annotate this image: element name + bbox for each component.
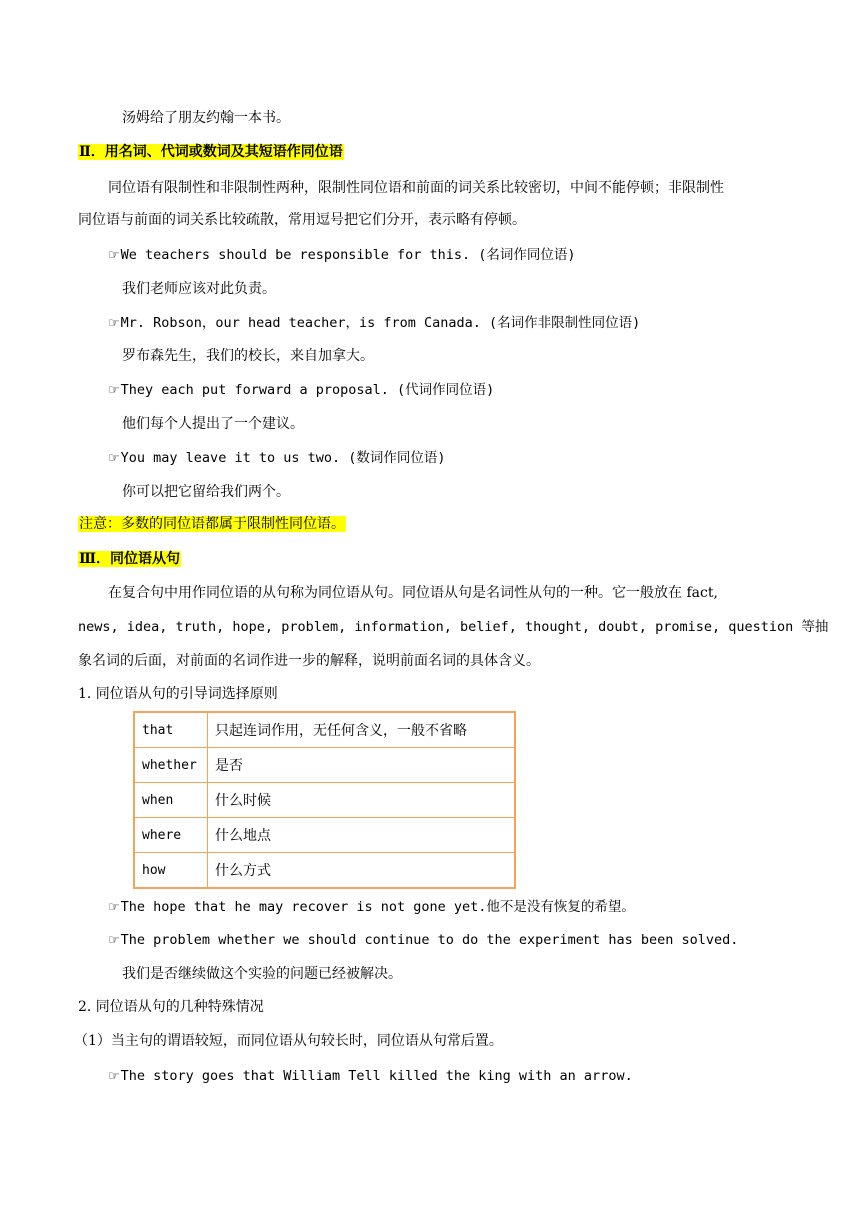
introducer-word: how xyxy=(134,853,208,889)
example-text: The problem whether we should continue to do the experiment has been solved. xyxy=(120,932,739,948)
subsection-heading: 1. 同位语从句的引导词选择原则 xyxy=(78,686,278,702)
example-text: Mr. Robson，our head teacher，is from Canada. (名词作非限制性同位语) xyxy=(120,315,641,331)
note-line xyxy=(78,514,346,534)
paragraph-line: 在复合句中用作同位语的从句称为同位语从句。同位语从句是名词性从句的一种。它一般放在 fact, xyxy=(108,585,718,601)
example-translation: 我们是否继续做这个实验的问题已经被解决。 xyxy=(122,966,402,982)
pointing-hand-icon: ☞ xyxy=(108,933,120,948)
example-translation: 他们每个人提出了一个建议。 xyxy=(122,416,304,432)
introducer-table-body xyxy=(134,712,515,888)
introducer-word: when xyxy=(134,783,208,818)
example-sentence xyxy=(108,1066,633,1087)
example-text: They each put forward a proposal. (代词作同位语) xyxy=(120,382,495,398)
paragraph-line: 象名词的后面，对前面的名词作进一步的解释，说明前面名词的具体含义。 xyxy=(78,653,540,669)
pointing-hand-icon: ☞ xyxy=(108,383,120,398)
table-row xyxy=(134,748,515,783)
example-sentence xyxy=(108,897,635,918)
example-sentence xyxy=(108,930,738,951)
example-translation: 你可以把它留给我们两个。 xyxy=(122,484,290,500)
example-text: The hope that he may recover is not gone yet.他不是没有恢复的希望。 xyxy=(120,899,635,915)
table-row xyxy=(134,818,515,853)
introducer-meaning: 只起连词作用，无任何含义，一般不省略 xyxy=(208,712,516,748)
paragraph-line: 同位语有限制性和非限制性两种，限制性同位语和前面的词关系比较密切，中间不能停顿；非限制性 xyxy=(108,180,724,196)
highlighted-note: 注意：多数的同位语都属于限制性同位语。 xyxy=(79,516,345,532)
pointing-hand-icon: ☞ xyxy=(108,900,120,915)
example-sentence xyxy=(108,448,446,469)
example-text: We teachers should be responsible for this. (名词作同位语) xyxy=(120,247,576,263)
introducer-word: that xyxy=(134,712,208,748)
paragraph-line: news, idea, truth, hope, problem, information, belief, thought, doubt, promise, question 等抽 xyxy=(78,619,829,635)
section-heading-2 xyxy=(78,142,344,162)
introducer-meaning: 是否 xyxy=(208,748,516,783)
introducer-meaning: 什么地点 xyxy=(208,818,516,853)
rule-line: （1）当主句的谓语较短，而同位语从句较长时，同位语从句常后置。 xyxy=(74,1033,503,1049)
sentence-translation: 汤姆给了朋友约翰一本书。 xyxy=(122,110,290,126)
highlighted-heading: Ⅱ．用名词、代词或数词及其短语作同位语 xyxy=(79,144,343,160)
highlighted-heading: Ⅲ．同位语从句 xyxy=(79,551,181,567)
subsection-heading: 2. 同位语从句的几种特殊情况 xyxy=(78,999,264,1015)
pointing-hand-icon: ☞ xyxy=(108,248,120,263)
pointing-hand-icon: ☞ xyxy=(108,1069,120,1084)
example-text: You may leave it to us two. (数词作同位语) xyxy=(120,450,446,466)
pointing-hand-icon: ☞ xyxy=(108,451,120,466)
introducer-word: whether xyxy=(134,748,208,783)
introducer-meaning: 什么时候 xyxy=(208,783,516,818)
pointing-hand-icon: ☞ xyxy=(108,316,120,331)
introducer-table xyxy=(133,711,516,889)
example-translation: 我们老师应该对此负责。 xyxy=(122,281,276,297)
table-row xyxy=(134,783,515,818)
introducer-meaning: 什么方式 xyxy=(208,853,516,889)
example-sentence xyxy=(108,313,640,334)
example-sentence xyxy=(108,380,494,401)
table-row xyxy=(134,712,515,748)
example-translation: 罗布森先生，我们的校长，来自加拿大。 xyxy=(122,348,374,364)
introducer-word: where xyxy=(134,818,208,853)
table-row xyxy=(134,853,515,889)
section-heading-3 xyxy=(78,549,181,569)
example-text: The story goes that William Tell killed the king with an arrow. xyxy=(120,1068,633,1084)
paragraph-line: 同位语与前面的词关系比较疏散，常用逗号把它们分开，表示略有停顿。 xyxy=(78,212,526,228)
example-sentence xyxy=(108,245,576,266)
